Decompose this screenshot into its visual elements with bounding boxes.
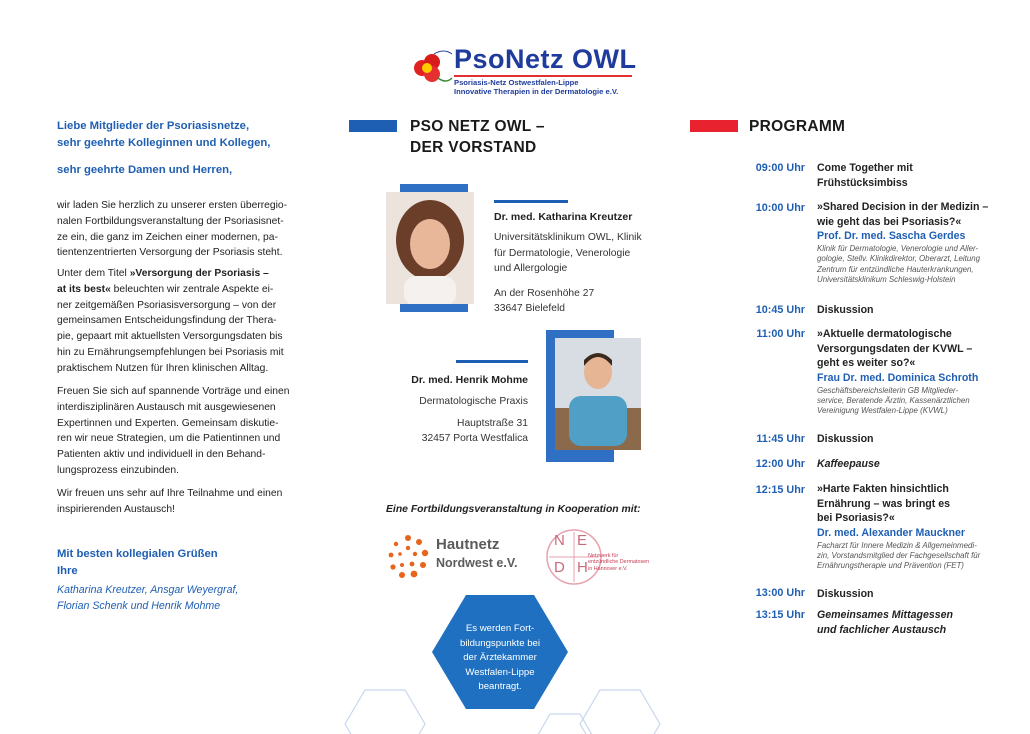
program-time: 12:00 Uhr: [755, 458, 805, 470]
text-line: ren wir neue Strategien, um die Patientinnen und: [57, 433, 281, 445]
greeting-line-3: sehr geehrte Damen und Herren,: [57, 164, 233, 176]
text-run: Unter dem Titel: [57, 268, 130, 279]
text-line: Expertinnen und Experten. Gemeinsam diskutie-: [57, 417, 279, 429]
partner-logo-hautnetz: [384, 530, 534, 586]
talk-title: »Harte Fakten hinsichtlich: [817, 483, 949, 495]
program-time: 09:00 Uhr: [755, 162, 805, 174]
letter-paragraph-2: [57, 266, 305, 377]
text-line: [57, 266, 305, 282]
partner2-name: [588, 553, 649, 572]
program-item: Kaffeepause: [817, 458, 880, 470]
event-title-bold: »Versorgung der Psoriasis –: [129, 268, 269, 279]
text-line: Westfalen-Lippe: [465, 666, 535, 678]
person-photo-icon: [386, 192, 474, 304]
speaker-affiliation: gologie, Stellv. Klinikdirektor, Oberarzt, Leitung: [817, 254, 981, 264]
letter-paragraph-4: [57, 486, 305, 518]
program-item: Diskussion: [817, 304, 874, 316]
board-heading: [410, 116, 545, 158]
text-line: der Ärztekammer: [463, 652, 537, 663]
text-line: Universitätsklinikum OWL, Klinik: [494, 232, 642, 243]
text-line: und fachlicher Austausch: [817, 623, 947, 636]
program-item: [817, 327, 997, 417]
text-line: für Dermatologie, Venerologie: [494, 247, 631, 259]
program-time: 12:15 Uhr: [755, 484, 805, 496]
text-line: pie, gepaart mit aktuellsten Versorgungsdaten bis: [57, 331, 283, 343]
portrait-katharina-kreutzer: [386, 192, 474, 304]
logo-subtitle: [454, 78, 618, 96]
dots-ring-logo-icon: [384, 532, 432, 582]
member-divider: [456, 360, 528, 363]
member-name-kreutzer: Dr. med. Katharina Kreutzer: [494, 211, 633, 223]
board-heading-line-1: PSO NETZ OWL –: [410, 118, 545, 135]
text-line: und Allergologie: [494, 263, 568, 274]
signers: [57, 583, 238, 614]
member-name-mohme: Dr. med. Henrik Mohme: [411, 374, 528, 386]
program-time: 10:45 Uhr: [755, 304, 805, 316]
talk-title: Ernährung – was bringt es: [817, 497, 951, 510]
speaker-affiliation: Universitätsklinikum Schleswig-Holstein: [817, 275, 956, 285]
cooperation-note: Eine Fortbildungsveranstaltung in Kooperation mit:: [386, 504, 641, 515]
cme-points-note: [440, 622, 560, 695]
text-line: Netzwerk für: [588, 553, 619, 559]
speaker-affiliation: Vereinigung Westfalen-Lippe (KVWL): [817, 406, 948, 416]
text-line: wir laden Sie herzlich zu unserer ersten überregio-: [57, 200, 288, 211]
logo-underline: [454, 75, 632, 77]
nedh-letter: N: [554, 532, 565, 549]
text-line: in Hannover e.V.: [588, 565, 628, 572]
speaker-affiliation: service, Beratende Ärztin, Kassenärztlichen: [817, 395, 970, 405]
text-line: ze ein, die ganz im Zeichen einer modernen, pa-: [57, 231, 278, 243]
text-line: gemeinsamen Entscheidungsfindung der Thera-: [57, 315, 277, 327]
text-line: Freuen Sie sich auf spannende Vorträge und einen: [57, 386, 290, 397]
text-line: Wir freuen uns sehr auf Ihre Teilnahme und einen: [57, 488, 283, 499]
text-line: Patienten aktiv und individuell in den Behand-: [57, 449, 266, 461]
partner1-suffix: Nordwest e.V.: [436, 556, 518, 570]
text-line: 33647 Bielefeld: [494, 303, 565, 314]
talk-title: geht es weiter so?«: [817, 357, 916, 369]
program-heading-bar: [690, 120, 738, 132]
program-item: [817, 482, 997, 572]
member-details-kreutzer: [494, 230, 642, 317]
signers-line-2: Florian Schenk und Henrik Mohme: [57, 599, 221, 612]
logo-subtitle-2: Innovative Therapien in der Dermatologie e.V.: [454, 87, 619, 96]
nedh-letter: E: [577, 532, 588, 549]
text-line: Come Together mit: [817, 162, 913, 174]
closing: [57, 546, 218, 580]
speaker-name: Frau Dr. med. Dominica Schroth: [817, 371, 979, 384]
talk-title: »Aktuelle dermatologische: [817, 328, 952, 340]
speaker-affiliation: Klinik für Dermatologie, Venerologie und Aller-: [817, 244, 979, 253]
greeting-line-1: Liebe Mitglieder der Psoriasisnetze,: [57, 120, 250, 132]
greeting-line-2: sehr geehrte Kolleginnen und Kollegen,: [57, 137, 271, 149]
portrait-henrik-mohme: [555, 338, 641, 450]
event-title-bold: at its best«: [57, 283, 111, 295]
nedh-letter: H: [577, 559, 588, 576]
text-line: An der Rosenhöhe 27: [494, 287, 595, 299]
text-line: interdisziplinären Austausch mit ausgewiesenen: [57, 401, 276, 413]
greeting: [57, 118, 270, 152]
flower-logo-icon: [408, 48, 454, 88]
logo-subtitle-1: Psoriasis-Netz Ostwestfalen-Lippe: [454, 78, 579, 87]
partner1-name: Hautnetz: [436, 536, 500, 553]
text-line: Es werden Fort-: [465, 623, 535, 634]
speaker-affiliation: Zentrum für entzündliche Hauterkrankungen,: [817, 264, 974, 274]
text-line: Dermatologische Praxis: [419, 396, 528, 407]
member-details-mohme: [396, 394, 528, 447]
program-time: 10:00 Uhr: [755, 202, 805, 214]
talk-title: bei Psoriasis?«: [817, 512, 895, 524]
closing-line-1: Mit besten kollegialen Grüßen: [57, 548, 218, 560]
speaker-name: Dr. med. Alexander Mauckner: [817, 526, 965, 539]
text-line: ner zeitgemäßen Psoriasisversorgung – von der: [57, 299, 277, 311]
psonetz-logo: [408, 44, 637, 100]
speaker-name: Prof. Dr. med. Sascha Gerdes: [817, 230, 966, 242]
text-run: beleuchten wir zentrale Aspekte ei-: [110, 283, 274, 295]
letter-paragraph-3: [57, 384, 305, 479]
program-time: 13:00 Uhr: [755, 587, 805, 599]
text-line: 32457 Porta Westfalica: [421, 433, 528, 444]
talk-title: Versorgungsdaten der KVWL –: [817, 342, 973, 355]
program-heading: PROGRAMM: [749, 118, 846, 135]
partner-logo-nedh: [544, 526, 664, 588]
text-line: inspirierenden Austausch!: [57, 503, 175, 515]
text-line: nalen Fortbildungsveranstaltung der Psoriasisnet-: [57, 215, 284, 227]
spacer: [494, 277, 642, 286]
text-line: Gemeinsames Mittagessen: [817, 609, 954, 621]
board-heading-bar: [349, 120, 397, 132]
text-line: praktischem Nutzen für Ihren klinischen Alltag.: [57, 362, 269, 374]
talk-title: »Shared Decision in der Medizin –: [817, 201, 989, 213]
speaker-affiliation: zin, Vorstandsmitglied der Fachgesellschaft für: [817, 550, 981, 560]
text-line: hin zu Ernährungsempfehlungen bei Psoriasis mit: [57, 346, 284, 358]
text-line: tientenzentrierten Versorgung der Psoriasis steht.: [57, 247, 283, 259]
text-line: [57, 282, 305, 298]
text-line: beantragt.: [478, 681, 522, 692]
member-divider: [494, 200, 568, 203]
speaker-affiliation: Facharzt für Innere Medizin & Allgemeinmedi-: [817, 540, 977, 550]
text-line: lungsprozess einzubinden.: [57, 464, 179, 476]
program-time: 13:15 Uhr: [755, 609, 805, 621]
person-photo-icon: [555, 338, 641, 450]
text-line: Hauptstraße 31: [457, 417, 528, 429]
closing-line-2: Ihre: [57, 565, 78, 577]
program-item: Diskussion: [817, 588, 874, 600]
text-line: bildungspunkte bei: [459, 637, 540, 649]
text-line: entzündliche Dermatosen: [588, 559, 650, 566]
text-line: Frühstücksimbiss: [817, 176, 908, 189]
board-heading-line-2: DER VORSTAND: [410, 139, 537, 156]
talk-title: wie geht das bei Psoriasis?«: [817, 215, 962, 228]
program-time: 11:45 Uhr: [756, 433, 805, 445]
nedh-letter: D: [554, 559, 565, 576]
speaker-affiliation: Geschäftsbereichsleiterin GB Mitglieder-: [817, 385, 959, 395]
program-item: [817, 608, 993, 637]
speaker-affiliation: Ernährungstherapie und Prävention (FET): [817, 561, 964, 571]
program-time: 11:00 Uhr: [756, 328, 805, 340]
program-item: [817, 200, 997, 286]
letter-paragraph-1: [57, 198, 305, 261]
program-item: [817, 161, 993, 190]
program-item: Diskussion: [817, 433, 874, 445]
signers-line-1: Katharina Kreutzer, Ansgar Weyergraf,: [57, 584, 239, 596]
logo-title: PsoNetz OWL: [454, 44, 637, 74]
